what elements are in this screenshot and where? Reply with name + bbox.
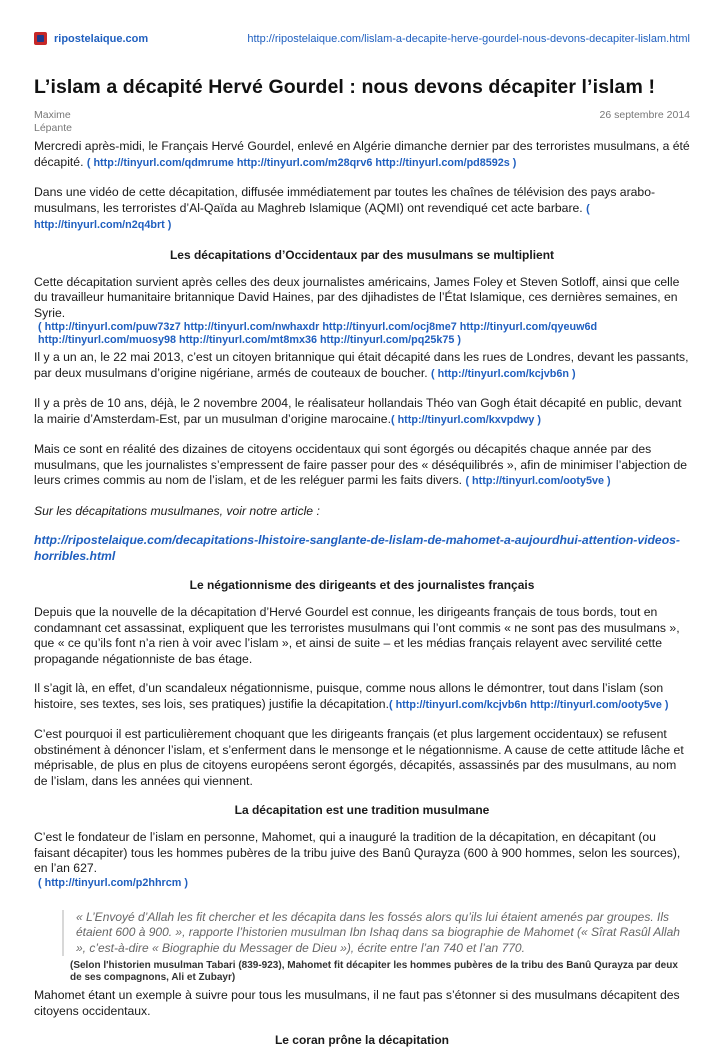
paragraph-text: C’est le fondateur de l’islam en personne, Mahomet, qui a inauguré la tradition de la décapitation, en décapitant (ou faisant décapiter) tous les hommes pubères de la tribu juive des Banû Qurayza (600 à 900 hommes, selon les sources), en l’an 627. xyxy=(34,830,681,875)
section-heading: Le coran prône la décapitation xyxy=(274,1033,450,1047)
article-title: L’islam a décapité Hervé Gourdel : nous devons décapiter l’islam ! xyxy=(34,76,656,98)
paragraph xyxy=(34,350,690,382)
paragraph-text: Il y a un an, le 22 mai 2013, c’est un citoyen britannique qui était décapité dans les rues de Londres, devant les passants, par deux musulmans d’origine nigériane, armés de couteaux de boucher. xyxy=(34,350,689,380)
reference-links[interactable]: ( http://tinyurl.com/p2hhrcm ) xyxy=(38,876,188,889)
reference-links[interactable]: ( http://tinyurl.com/kxvpdwy ) xyxy=(390,413,541,426)
paragraph xyxy=(34,396,690,428)
reference-links[interactable]: http://tinyurl.com/muosy98 http://tinyurl.com/mt8mx36 http://tinyurl.com/pq25k75 ) xyxy=(38,334,461,346)
publish-date: 26 septembre 2014 xyxy=(599,109,690,121)
paragraph xyxy=(34,275,690,348)
paragraph xyxy=(34,442,690,490)
site-name-link[interactable]: ripostelaique.com xyxy=(54,33,149,45)
blockquote: « L’Envoyé d’Allah les fit chercher et les décapita dans les fossés alors qu’ils lui étaient amenés par groupes. Ils étaient 600 à 900. », rapporte l’historien musulman Ibn Ishaq dans sa biographie de Mahomet (« Sîrat Rasûl Allah », c’est-à-dire « Biographie du Messager de Dieu »), écrite entre l’an 740 et l’an 770. xyxy=(62,910,690,957)
author-name[interactable]: Maxime Lépante xyxy=(34,109,72,134)
reference-links[interactable]: ( http://tinyurl.com/qdmrume http://tinyurl.com/m28qrv6 http://tinyurl.com/pd8592s ) xyxy=(86,156,517,169)
paragraph-text: Il s’agit là, en effet, d’un scandaleux négationnisme, puisque, comme nous allons le démontrer, tout dans l’islam (son histoire, ses textes, ses lois, ses pratiques) justifie la décapitation. xyxy=(34,681,664,711)
paragraph-text: Mercredi après-midi, le Français Hervé Gourdel, enlevé en Algérie dimanche dernier par des terroristes musulmans, a été décapité. xyxy=(34,139,690,169)
paragraph: C’est pourquoi il est particulièrement choquant que les dirigeants français (et plus largement occidentaux) se refusent obstinément à dénoncer l’islam, et s’enferment dans le mensonge et le négationnisme. A cause de cette attitude lâche et méprisable, de plus en plus de citoyens européens seront égorgés, décapités, assassinés par des musulmans, au nom de l’islam, dans les années qui viennent. xyxy=(34,727,684,788)
image-caption: (Selon l'historien musulman Tabari (839-923), Mahomet fit décapiter les hommes pubères de la tribu des Banû Qurayza par deux de ses compagnons, Ali et Zubayr) xyxy=(70,960,678,983)
related-article-link[interactable]: http://ripostelaique.com/decapitations-lhistoire-sanglante-de-lislam-de-mahomet-a-aujourdhui-attention-videos-horribles.html xyxy=(34,533,680,563)
paragraph xyxy=(34,681,690,713)
byline xyxy=(34,109,690,139)
section-heading: Le négationnisme des dirigeants et des journalistes français xyxy=(189,578,535,592)
reference-links[interactable]: ( http://tinyurl.com/kcjvb6n ) xyxy=(431,367,576,380)
paragraph xyxy=(34,185,690,234)
paragraph: Depuis que la nouvelle de la décapitation d’Hervé Gourdel est connue, les dirigeants français de tous bords, tout en condamnant cet assassinat, expliquent que les terroristes musulmans qui l’ont commis « ne sont pas des musulmans », que « ce qu’ils font n’a rien à voir avec l’islam », et ainsi de suite – et les médias français relayent avec servilité cette propagande négationniste de bas étage. xyxy=(34,605,680,666)
reference-links[interactable]: ( http://tinyurl.com/kcjvb6n http://tinyurl.com/ooty5ve ) xyxy=(388,698,669,711)
paragraph xyxy=(34,139,690,171)
site-favicon-icon xyxy=(34,32,47,45)
article-page xyxy=(34,30,690,1060)
reference-links[interactable]: ( http://tinyurl.com/n2q4brt ) xyxy=(34,202,590,231)
paragraph-text: Il y a près de 10 ans, déjà, le 2 novembre 2004, le réalisateur hollandais Théo van Gogh était décapité en public, devant la mairie d’Amsterdam-Est, par un musulman d’origine marocaine. xyxy=(34,396,682,426)
section-heading: Les décapitations d’Occidentaux par des musulmans se multiplient xyxy=(169,247,555,262)
paragraph-text: Dans une vidéo de cette décapitation, diffusée immédiatement par toutes les chaînes de télévision des pays arabo-musulmans, les terroristes d’Al-Qaïda au Maghreb Islamique (AQMI) ont revendiqué cet acte barbare. xyxy=(34,185,656,215)
paragraph: Mahomet étant un exemple à suivre pour tous les musulmans, il ne faut pas s’étonner si des musulmans décapitent des citoyens occidentaux. xyxy=(34,988,680,1018)
section-heading: La décapitation est une tradition musulmane xyxy=(234,803,490,817)
paragraph-text: Mais ce sont en réalité des dizaines de citoyens occidentaux qui sont égorgés ou décapités chaque année par des musulmans, que les journalistes s’empressent de faire passer pour des « déséquilibrés », afin de minimiser l’abjection de leurs crimes commis au nom de l’islam, et de les reléguer parmi les faits divers. xyxy=(34,442,688,487)
reference-links[interactable]: ( http://tinyurl.com/ooty5ve ) xyxy=(465,475,611,487)
see-also-text: Sur les décapitations musulmanes, voir notre article : xyxy=(34,503,320,518)
paragraph xyxy=(34,830,690,890)
paragraph-text: Cette décapitation survient après celles des deux journalistes américains, James Foley et Steven Sotloff, ainsi que celle du travailleur humanitaire britannique David Haines, par des djihadistes de l’État Islamique, ces dernières semaines, en Syrie. xyxy=(34,274,680,320)
reference-links[interactable]: ( http://tinyurl.com/puw73z7 http://tinyurl.com/nwhaxdr http://tinyurl.com/ocj8me7 http://tinyurl.com/qyeuw6d xyxy=(38,321,598,333)
page-url-link[interactable]: http://ripostelaique.com/lislam-a-decapite-herve-gourdel-nous-devons-decapiter-lislam.html xyxy=(247,33,690,45)
print-header xyxy=(34,30,690,52)
